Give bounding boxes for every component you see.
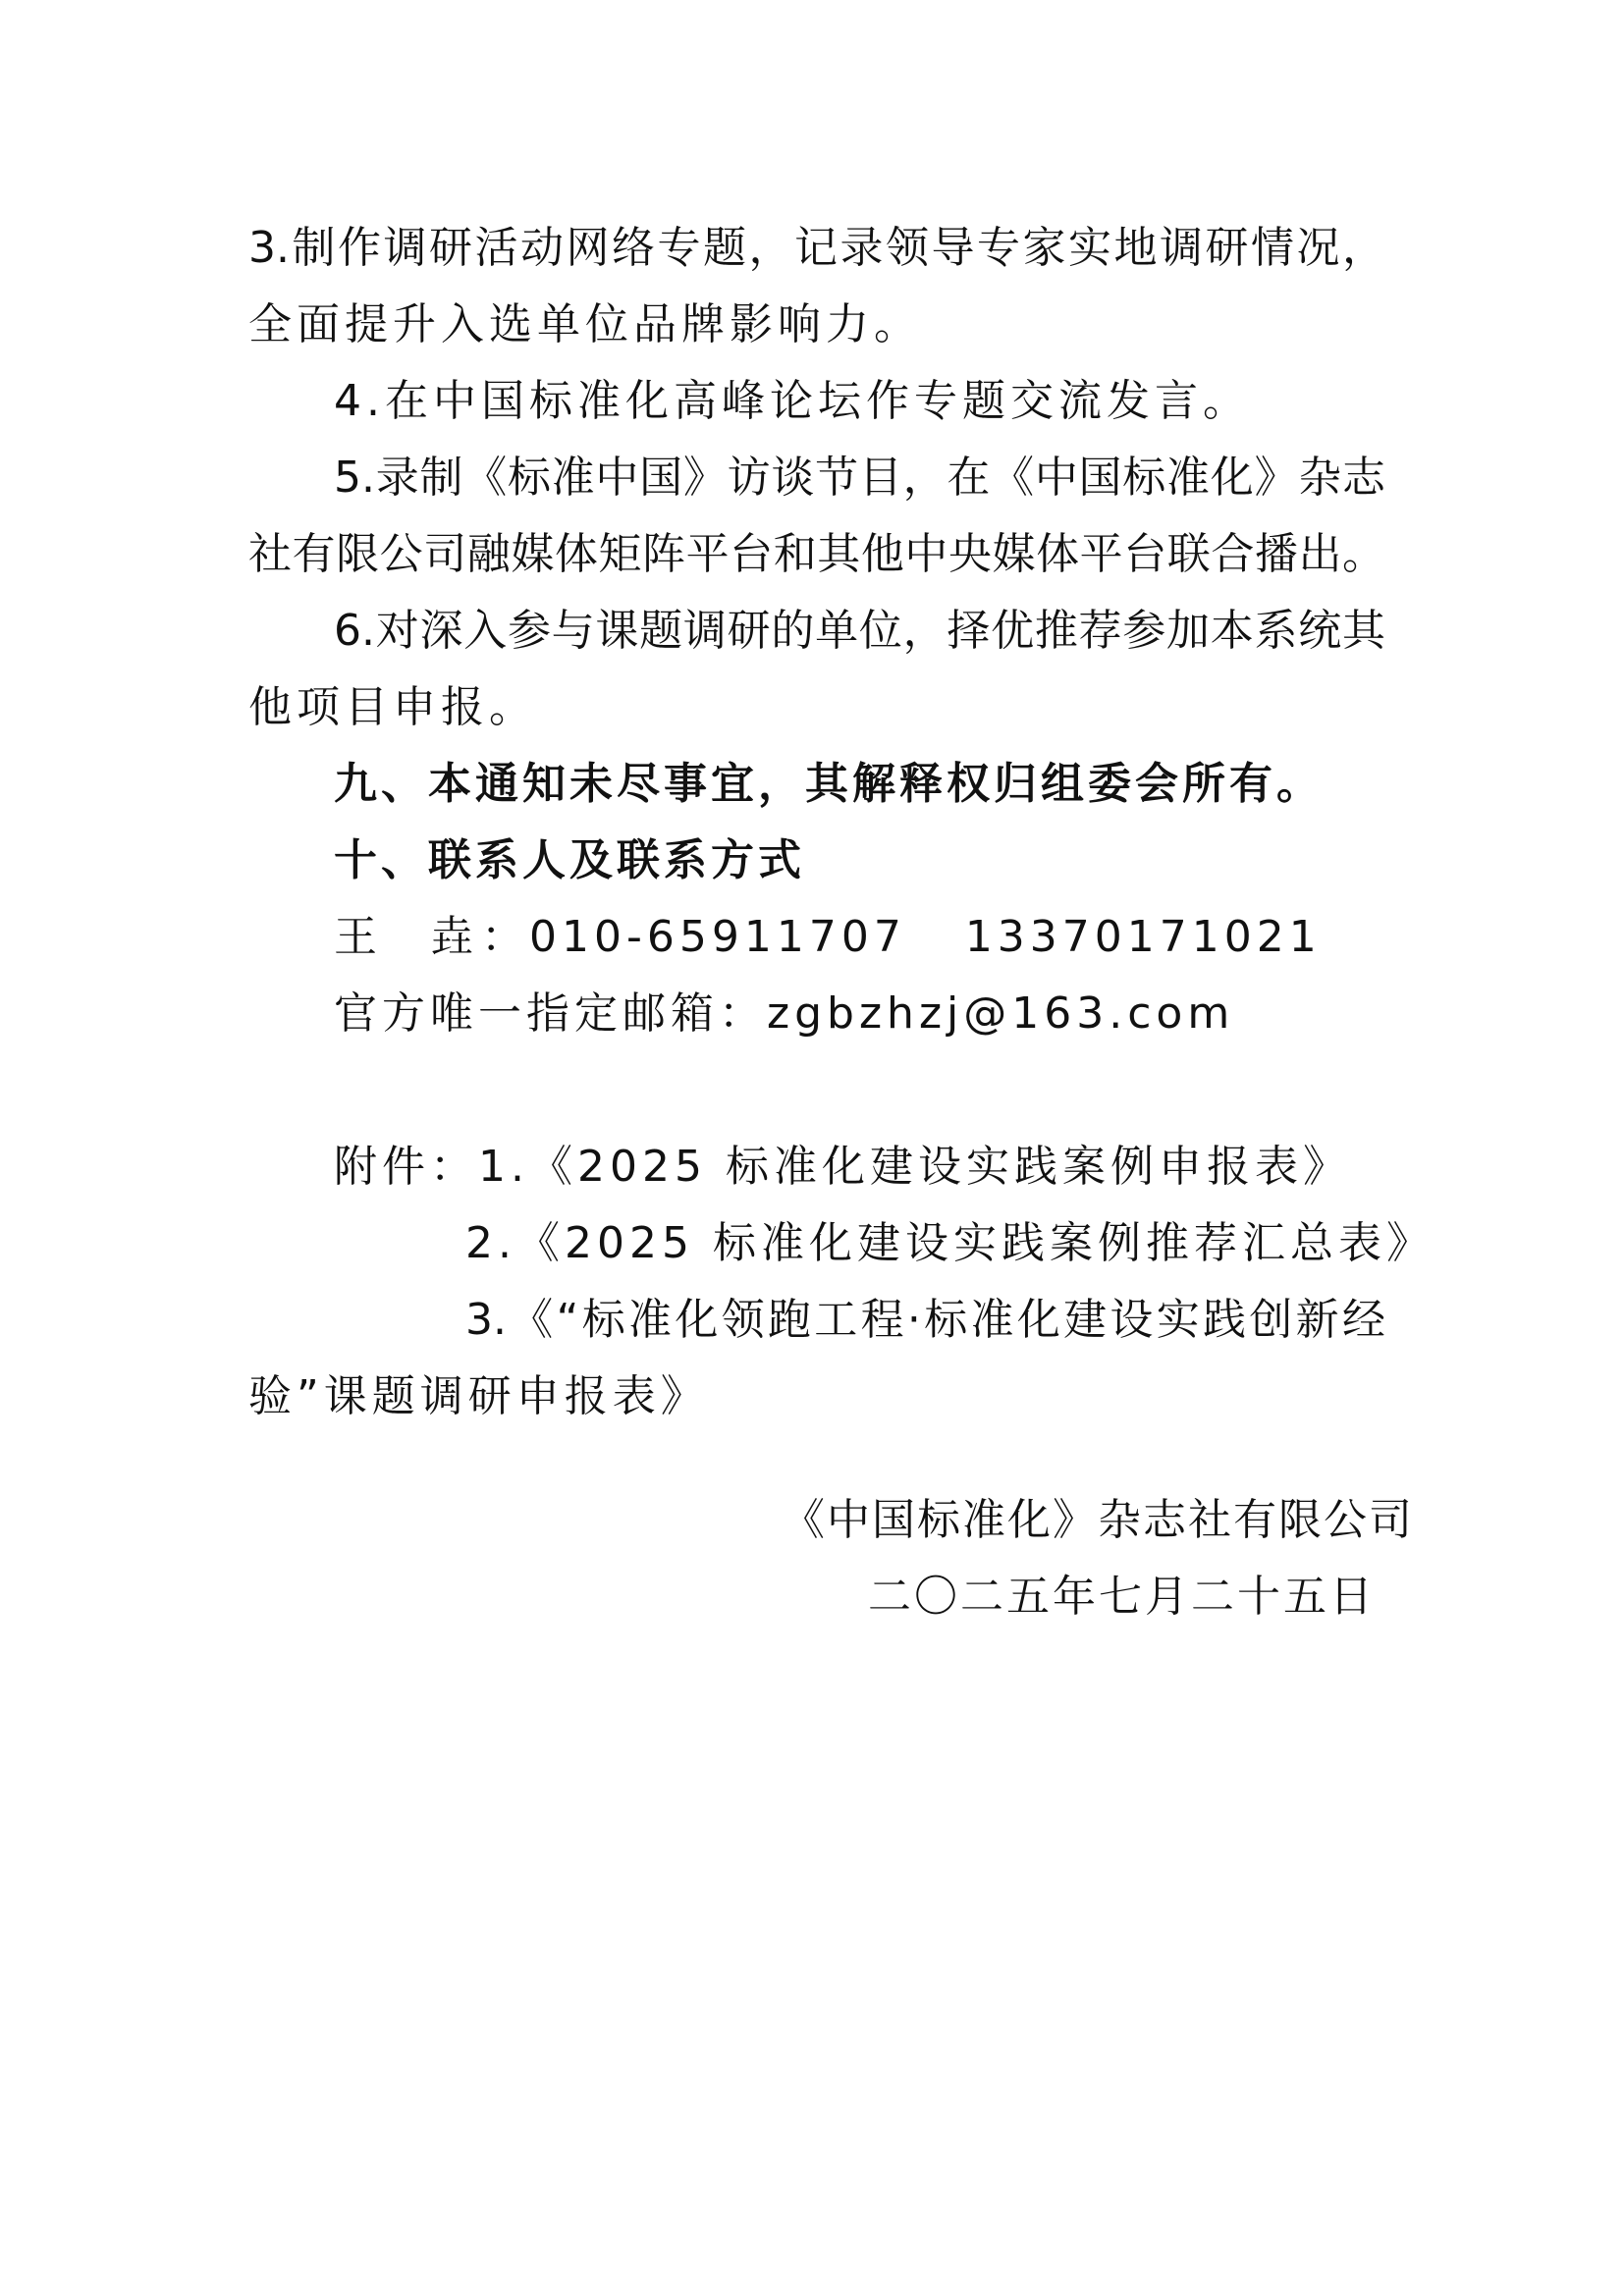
item-6-line-2: 他项目申报。 [248, 682, 537, 732]
email-label: 官方唯一指定邮箱： [334, 988, 767, 1039]
item-4: 4.在中国标准化高峰论坛作专题交流发言。 [334, 376, 1251, 426]
contact-phone-mobile: 13370171021 [964, 912, 1322, 962]
attachment-line-1 [334, 1138, 1351, 1197]
item-5-line-1: 5.录制《标准中国》访谈节目，在《中国标准化》杂志 [334, 453, 1385, 503]
contact-phone-office: 010-65911707 [529, 912, 906, 962]
item-6-line-1: 6.对深入参与课题调研的单位，择优推荐参加本系统其 [334, 606, 1385, 656]
contact-name: 王 垚 [334, 912, 478, 962]
item-5-line-2: 社有限公司融媒体矩阵平台和其他中央媒体平台联合播出。 [248, 529, 1385, 579]
attachment-item-3-line-2: 验”课题调研申报表》 [248, 1371, 709, 1421]
section-ten: 十、联系人及联系方式 [334, 835, 805, 885]
signature-date: 二〇二五年七月二十五日 [868, 1572, 1376, 1622]
email-address[interactable]: zgbzhzj@163.com [767, 988, 1235, 1039]
contact-colon: ： [481, 912, 529, 962]
section-nine: 九、本通知未尽事宜，其解释权归组委会所有。 [334, 759, 1324, 809]
signature-company: 《中国标准化》杂志社有限公司 [782, 1495, 1414, 1545]
contact-phone-line [334, 908, 1322, 967]
item-3-line-2: 全面提升入选单位品牌影响力。 [248, 299, 922, 349]
contact-email-line [334, 985, 1234, 1043]
attachment-label: 附件： [334, 1142, 478, 1192]
attachment-item-2: 2.《2025 标准化建设实践案例推荐汇总表》 [465, 1218, 1435, 1268]
attachment-item-1: 1.《2025 标准化建设实践案例申报表》 [478, 1142, 1351, 1192]
item-3-line-1: 3.制作调研活动网络专题，记录领导专家实地调研情况， [248, 223, 1385, 273]
attachment-item-3-line-1: 3.《“标准化领跑工程·标准化建设实践创新经 [465, 1295, 1385, 1345]
